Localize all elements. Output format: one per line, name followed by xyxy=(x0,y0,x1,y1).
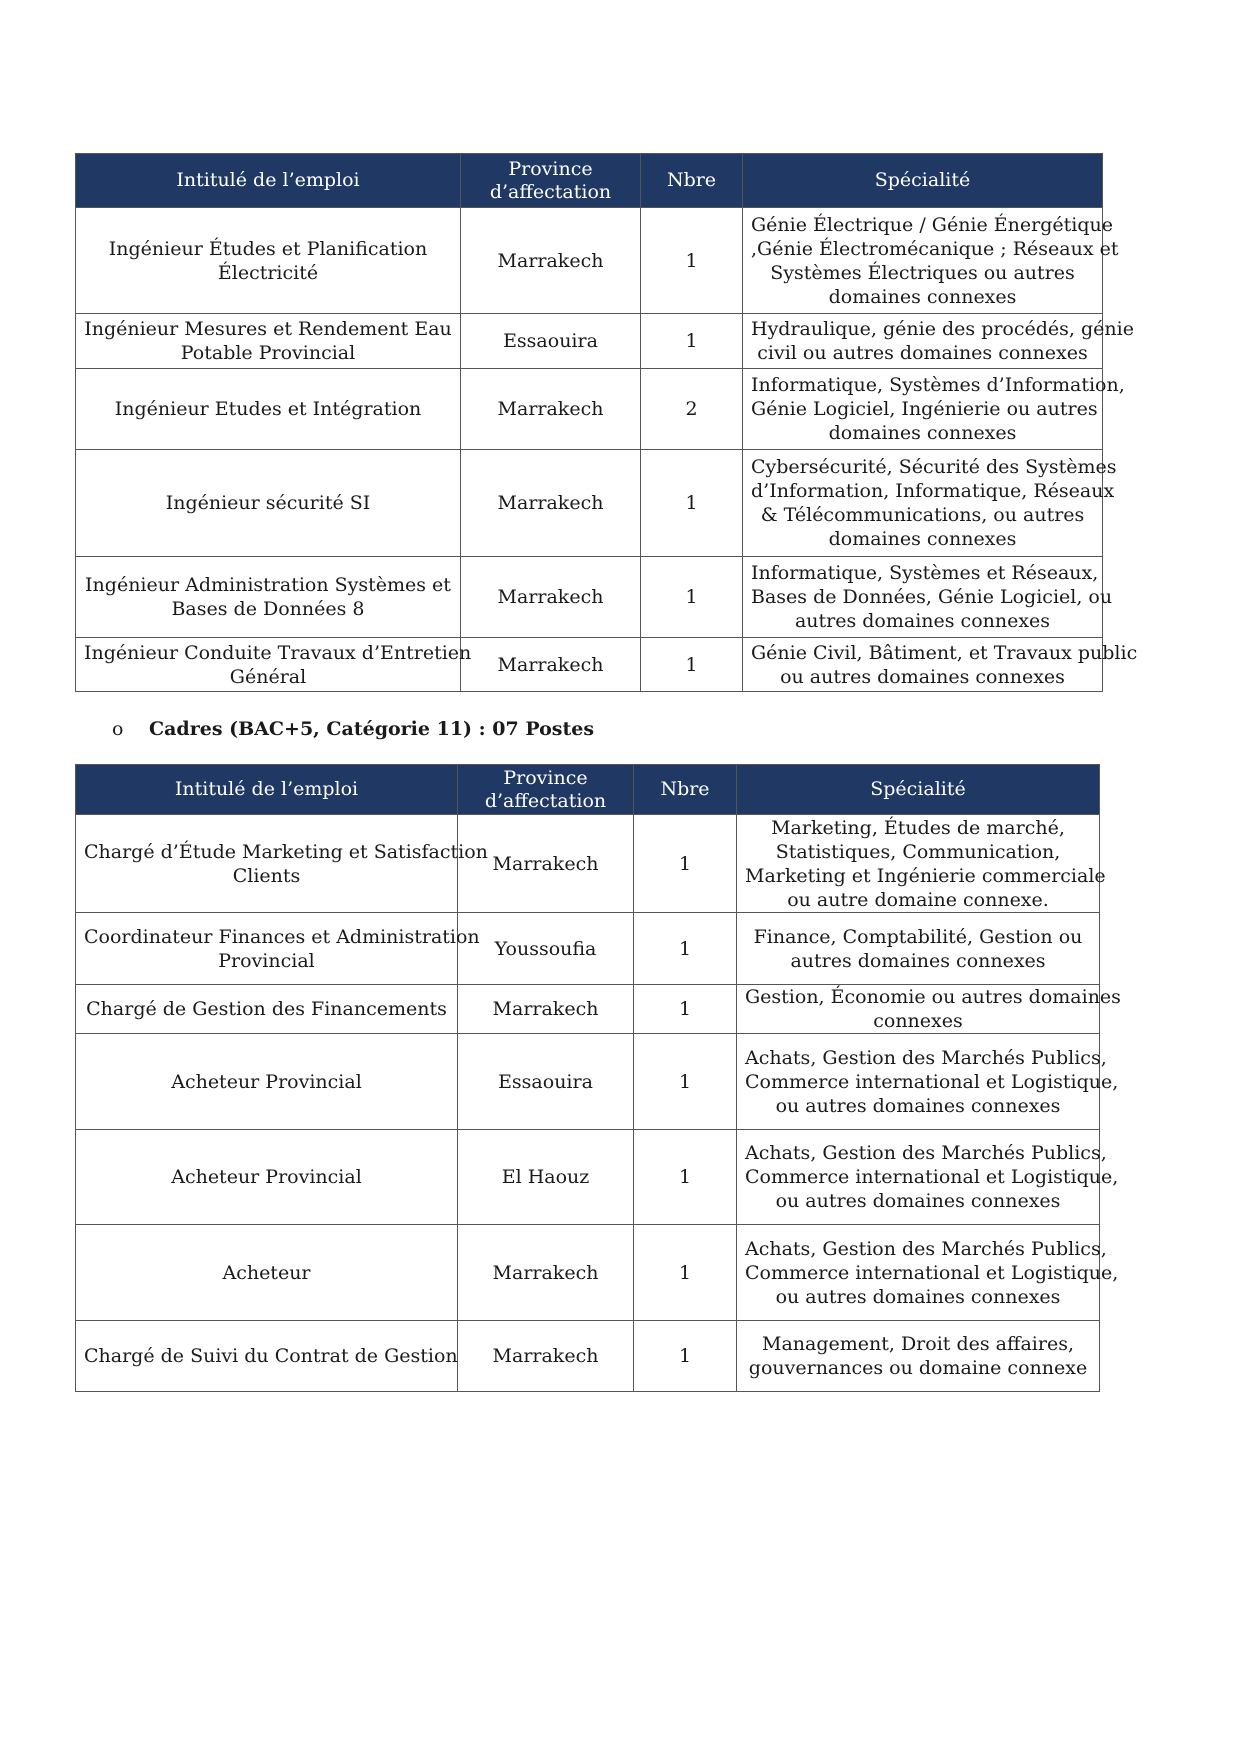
specialty: Management, Droit des affaires, gouvernances ou domaine connexe xyxy=(737,1321,1100,1392)
table-header-row xyxy=(76,154,1103,208)
table-row xyxy=(76,1034,1100,1130)
job-title: Acheteur Provincial xyxy=(76,1034,458,1130)
province: Marrakech xyxy=(458,1321,634,1392)
specialty: Marketing, Études de marché, Statistiques, Communication, Marketing et Ingénierie commerciale ou autre domaine connexe. xyxy=(737,815,1100,913)
job-title: Chargé de Gestion des Financements xyxy=(76,985,458,1034)
engineers-table xyxy=(75,153,1138,692)
specialty: Gestion, Économie ou autres domaines connexes xyxy=(737,985,1100,1034)
table-row xyxy=(76,1130,1100,1225)
section-title-text: Cadres (BAC+5, Catégorie 11) : 07 Postes xyxy=(149,718,595,740)
specialty: Achats, Gestion des Marchés Publics, Commerce international et Logistique, ou autres domaines connexes xyxy=(737,1130,1100,1225)
province: Essaouira xyxy=(458,1034,634,1130)
province: Marrakech xyxy=(461,208,641,314)
province: Marrakech xyxy=(461,450,641,557)
count: 1 xyxy=(641,208,743,314)
specialty: Informatique, Systèmes d’Information, Génie Logiciel, Ingénierie ou autres domaines connexes xyxy=(743,369,1103,450)
province: Marrakech xyxy=(458,815,634,913)
section-heading xyxy=(112,717,594,741)
count: 1 xyxy=(634,1130,737,1225)
cadres-table xyxy=(75,764,1121,1392)
table-row xyxy=(76,1321,1100,1392)
header-province: Province d’affectation xyxy=(461,154,641,208)
table-row xyxy=(76,314,1103,369)
table-row xyxy=(76,985,1100,1034)
specialty: Achats, Gestion des Marchés Publics, Commerce international et Logistique, ou autres domaines connexes xyxy=(737,1034,1100,1130)
province: Youssoufia xyxy=(458,913,634,985)
header-intitule: Intitulé de l’emploi xyxy=(76,154,461,208)
specialty: Achats, Gestion des Marchés Publics, Commerce international et Logistique, ou autres domaines connexes xyxy=(737,1225,1100,1321)
job-title: Chargé de Suivi du Contrat de Gestion xyxy=(76,1321,458,1392)
count: 1 xyxy=(641,557,743,638)
job-title: Acheteur xyxy=(76,1225,458,1321)
count: 1 xyxy=(634,1321,737,1392)
job-title: Acheteur Provincial xyxy=(76,1130,458,1225)
header-nbre: Nbre xyxy=(641,154,743,208)
count: 1 xyxy=(634,913,737,985)
province: Marrakech xyxy=(461,638,641,692)
specialty: Finance, Comptabilité, Gestion ou autres domaines connexes xyxy=(737,913,1100,985)
job-title: Ingénieur sécurité SI xyxy=(76,450,461,557)
header-specialite: Spécialité xyxy=(737,765,1100,815)
job-title: Coordinateur Finances et Administration Provincial xyxy=(76,913,458,985)
province: Marrakech xyxy=(458,1225,634,1321)
table-row xyxy=(76,369,1103,450)
header-province: Province d’affectation xyxy=(458,765,634,815)
specialty: Génie Civil, Bâtiment, et Travaux public ou autres domaines connexes xyxy=(743,638,1103,692)
specialty: Informatique, Systèmes et Réseaux, Bases de Données, Génie Logiciel, ou autres domaines connexes xyxy=(743,557,1103,638)
header-specialite: Spécialité xyxy=(743,154,1103,208)
job-title: Ingénieur Mesures et Rendement Eau Potable Provincial xyxy=(76,314,461,369)
province: Marrakech xyxy=(461,369,641,450)
table-row xyxy=(76,638,1103,692)
job-title: Ingénieur Etudes et Intégration xyxy=(76,369,461,450)
job-title: Ingénieur Administration Systèmes et Bases de Données 8 xyxy=(76,557,461,638)
table-row xyxy=(76,208,1103,314)
count: 1 xyxy=(641,450,743,557)
header-intitule: Intitulé de l’emploi xyxy=(76,765,458,815)
count: 1 xyxy=(634,985,737,1034)
job-title: Chargé d’Étude Marketing et Satisfaction Clients xyxy=(76,815,458,913)
count: 1 xyxy=(634,1034,737,1130)
job-title: Ingénieur Conduite Travaux d’Entretien Général xyxy=(76,638,461,692)
count: 1 xyxy=(634,815,737,913)
province: El Haouz xyxy=(458,1130,634,1225)
table-row xyxy=(76,557,1103,638)
province: Marrakech xyxy=(461,557,641,638)
table-row xyxy=(76,815,1100,913)
table-header-row xyxy=(76,765,1100,815)
specialty: Cybersécurité, Sécurité des Systèmes d’Information, Informatique, Réseaux & Télécommunications, ou autres domaines connexes xyxy=(743,450,1103,557)
specialty: Génie Électrique / Génie Énergétique ,Génie Électromécanique ; Réseaux et Systèmes Électriques ou autres domaines connexes xyxy=(743,208,1103,314)
province: Essaouira xyxy=(461,314,641,369)
count: 1 xyxy=(641,314,743,369)
header-nbre: Nbre xyxy=(634,765,737,815)
specialty: Hydraulique, génie des procédés, génie civil ou autres domaines connexes xyxy=(743,314,1103,369)
table-row xyxy=(76,913,1100,985)
job-title: Ingénieur Études et Planification Électricité xyxy=(76,208,461,314)
count: 1 xyxy=(634,1225,737,1321)
bullet-marker: o xyxy=(112,718,124,740)
province: Marrakech xyxy=(458,985,634,1034)
count: 2 xyxy=(641,369,743,450)
count: 1 xyxy=(641,638,743,692)
table-row xyxy=(76,1225,1100,1321)
table-row xyxy=(76,450,1103,557)
